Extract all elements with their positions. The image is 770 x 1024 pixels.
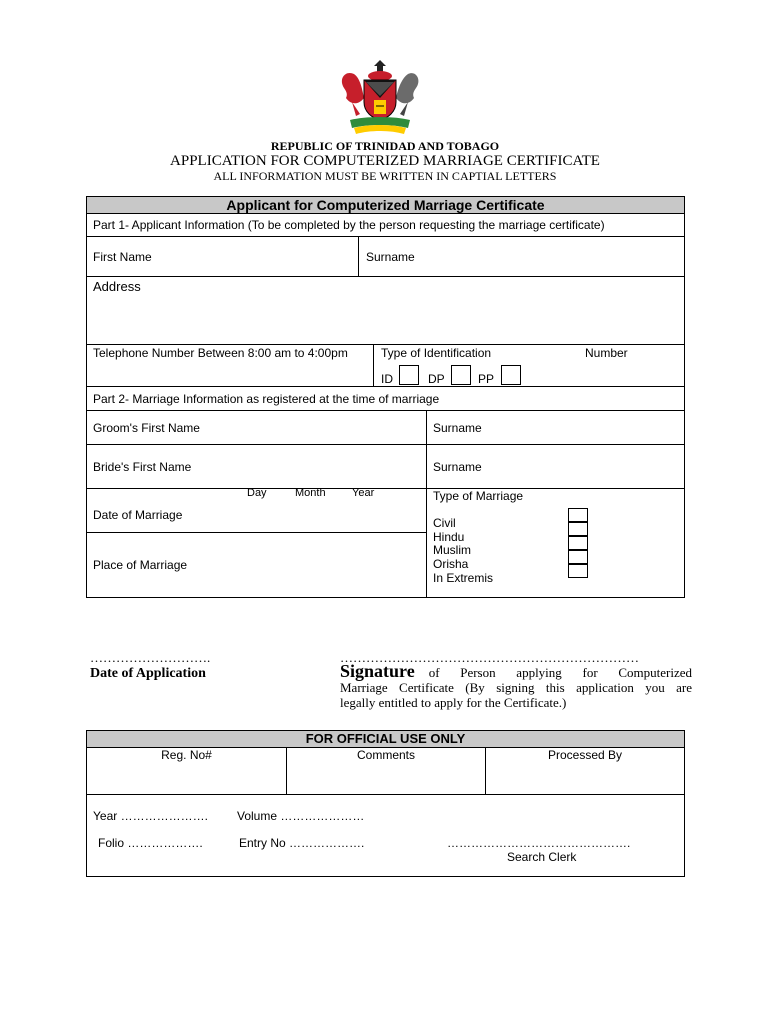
place-of-marriage-field[interactable] (87, 533, 425, 597)
civil-label: Civil (433, 516, 456, 530)
coat-of-arms-emblem (336, 58, 424, 136)
divider (86, 213, 685, 214)
search-clerk-label: Search Clerk (507, 850, 577, 864)
brides-first-name-label: Bride's First Name (93, 460, 192, 474)
divider (86, 794, 685, 795)
telephone-label: Telephone Number Between 8:00 am to 4:00pm (93, 346, 348, 360)
groom-surname-label: Surname (433, 421, 482, 435)
bride-surname-label: Surname (433, 460, 482, 474)
first-name-field[interactable] (87, 237, 357, 275)
dp-checkbox[interactable] (451, 365, 471, 385)
grooms-first-name-label: Groom's First Name (93, 421, 200, 435)
reg-no-label: Reg. No# (161, 748, 212, 762)
signature-line[interactable]: …………………………………………………………… (340, 650, 639, 665)
orisha-label: Orisha (433, 557, 469, 571)
bride-surname-field[interactable] (427, 445, 684, 487)
part1-heading: Part 1- Applicant Information (To be completed by the person requesting the marriage certificate) (93, 218, 605, 232)
first-name-label: First Name (93, 250, 152, 264)
processed-by-label: Processed By (547, 748, 623, 762)
date-of-application-line[interactable]: ………………………. (90, 650, 211, 665)
id-checkbox[interactable] (399, 365, 419, 385)
signature-text-line1: of Person applying for Computerized (428, 665, 692, 680)
signature-text-line3: legally entitled to apply for the Certificate.) (340, 695, 567, 710)
address-label: Address (93, 279, 141, 294)
id-option-label: ID (381, 372, 393, 386)
divider (86, 488, 685, 489)
grooms-first-name-field[interactable] (87, 411, 425, 443)
year-label: Year (352, 487, 375, 499)
orisha-checkbox[interactable] (568, 550, 588, 564)
surname-field[interactable] (359, 237, 684, 275)
date-of-application-label: Date of Application (90, 666, 206, 681)
pp-option-label: PP (478, 372, 495, 386)
brides-first-name-field[interactable] (87, 445, 425, 487)
identification-type-label: Type of Identification (381, 346, 492, 360)
signature-heading: Signature (340, 661, 415, 681)
in-extremis-label: In Extremis (433, 571, 494, 585)
in-extremis-checkbox[interactable] (568, 564, 588, 578)
hindu-checkbox[interactable] (568, 522, 588, 536)
groom-surname-field[interactable] (427, 411, 684, 443)
date-of-marriage-label: Date of Marriage (93, 508, 183, 522)
volume-field[interactable]: Volume ………………… (237, 809, 365, 823)
telephone-field[interactable] (87, 345, 372, 385)
entry-no-field[interactable]: Entry No ………………. (239, 836, 365, 850)
part2-heading: Part 2- Marriage Information as registered at the time of marriage (93, 392, 440, 406)
civil-checkbox[interactable] (568, 508, 588, 522)
section-title: Applicant for Computerized Marriage Certificate (226, 197, 545, 213)
type-of-marriage-label: Type of Marriage (433, 489, 524, 503)
hindu-label: Hindu (433, 530, 465, 544)
republic-heading: REPUBLIC OF TRINIDAD AND TOBAGO (270, 139, 500, 153)
surname-label: Surname (366, 250, 415, 264)
capital-letters-notice: ALL INFORMATION MUST BE WRITTEN IN CAPTIAL LETTERS (213, 169, 557, 183)
year-field[interactable]: Year …………………. (93, 809, 208, 823)
signature-text-line2: Marriage Certificate (By signing this application you are (340, 680, 692, 695)
signature-statement (340, 661, 692, 710)
search-clerk-line[interactable]: ………………………………………. (447, 836, 631, 850)
divider (373, 344, 374, 386)
muslim-checkbox[interactable] (568, 536, 588, 550)
comments-label: Comments (356, 748, 415, 762)
month-label: Month (295, 487, 326, 499)
dp-option-label: DP (428, 372, 445, 386)
pp-checkbox[interactable] (501, 365, 521, 385)
address-field[interactable] (87, 277, 684, 343)
form-title: APPLICATION FOR COMPUTERIZED MARRIAGE CERTIFICATE (170, 153, 600, 169)
folio-field[interactable]: Folio ………………. (98, 836, 203, 850)
day-label: Day (247, 487, 267, 499)
id-number-label: Number (585, 346, 628, 360)
muslim-label: Muslim (433, 543, 471, 557)
place-of-marriage-label: Place of Marriage (93, 558, 188, 572)
divider (86, 386, 685, 387)
official-use-title: FOR OFFICIAL USE ONLY (305, 731, 466, 746)
date-of-marriage-field[interactable] (87, 500, 425, 531)
